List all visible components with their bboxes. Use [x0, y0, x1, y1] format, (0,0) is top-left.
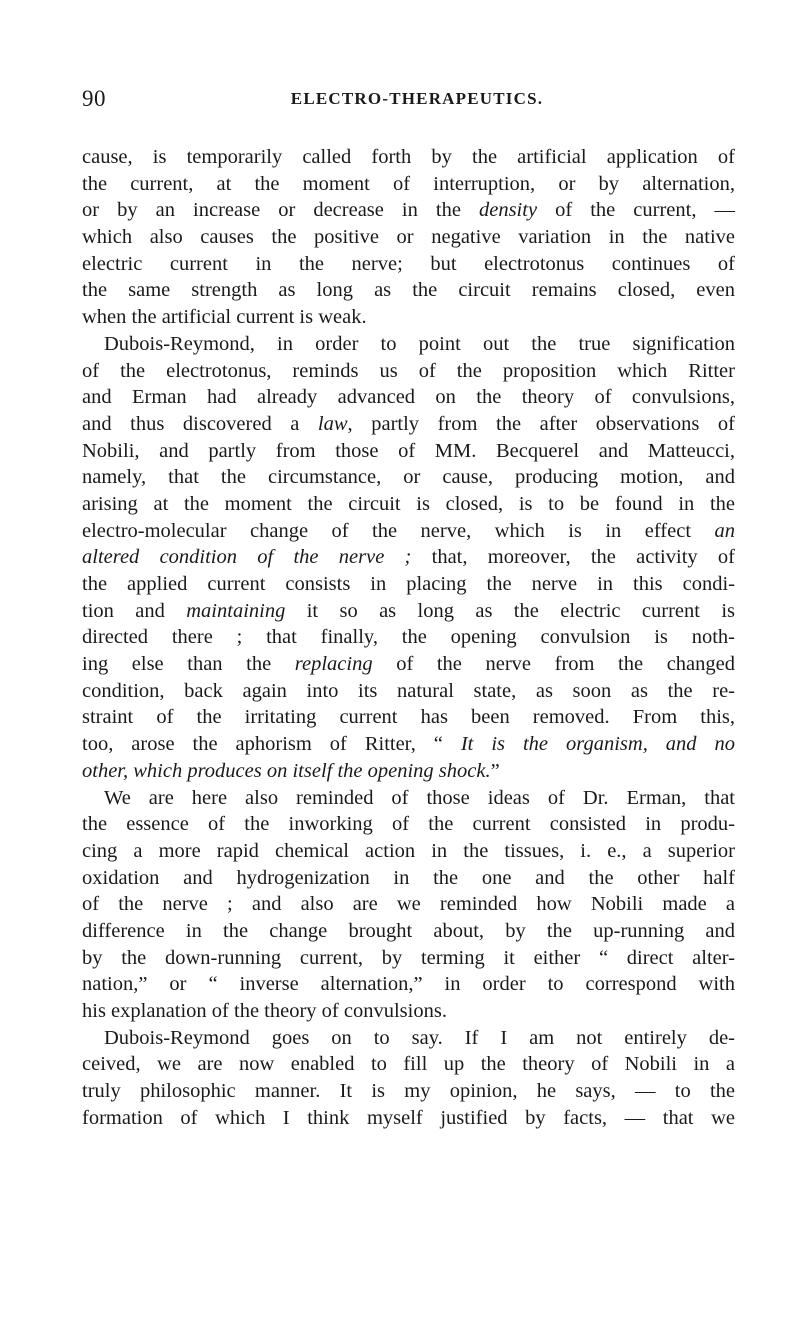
text-segment: tion and: [82, 599, 187, 622]
text-segment: namely, that the circumstance, or cause, producing motion, and: [82, 466, 735, 489]
italic-text: other, which produces on itself the opening shock.: [82, 759, 491, 782]
text-line: [82, 571, 735, 598]
text-segment: truly philosophic manner. It is my opinion, he says, — to the: [82, 1080, 735, 1103]
text-segment: ceived, we are now enabled to fill up the theory of Nobili in a: [82, 1053, 735, 1076]
italic-text: maintaining: [186, 599, 286, 622]
text-segment: nation,” or “ inverse alternation,” in order to correspond with: [82, 973, 735, 996]
text-segment: We are here also reminded of those ideas of Dr. Erman, that: [104, 786, 735, 809]
italic-text: law: [317, 412, 348, 435]
text-line: [82, 1025, 735, 1052]
text-line: [82, 971, 735, 998]
text-segment: formation of which I think myself justified by facts, — that we: [82, 1106, 735, 1129]
text-line: [82, 598, 735, 625]
body-text: [82, 144, 735, 1131]
page-number: 90: [82, 86, 106, 111]
text-line: [82, 277, 735, 304]
text-line: [82, 918, 735, 945]
text-line: [82, 945, 735, 972]
text-segment: the applied current consists in placing the nerve in this condi-: [82, 573, 735, 595]
text-segment: condition, back again into its natural state, as soon as the re-: [82, 679, 735, 702]
text-line: [82, 331, 735, 358]
text-segment: too, arose the aphorism of Ritter, “: [82, 733, 461, 756]
text-segment: the same strength as long as the circuit remains closed, even: [82, 279, 735, 302]
text-line: [82, 651, 735, 678]
text-segment: when the artificial current is weak.: [82, 306, 367, 329]
text-line: [82, 624, 735, 651]
text-segment: electric current in the nerve; but electrotonus continues of: [82, 252, 735, 275]
text-segment: the essence of the inworking of the current consisted in produ-: [82, 813, 735, 836]
text-segment: or by an increase or decrease in the: [82, 199, 479, 222]
text-segment: Dubois-Reymond, in order to point out the true signification: [104, 332, 735, 355]
text-line: [82, 731, 735, 758]
text-segment: of the nerve ; and also are we reminded how Nobili made a: [82, 893, 735, 916]
text-line: [82, 438, 735, 465]
text-line: [82, 704, 735, 731]
text-line: [82, 838, 735, 865]
text-line: [82, 464, 735, 491]
text-segment: cause, is temporarily called forth by the artificial application of: [82, 146, 735, 168]
text-line: [82, 491, 735, 518]
text-line: [82, 251, 735, 278]
text-line: [82, 144, 735, 171]
text-segment: his explanation of the theory of convulsions.: [82, 1000, 447, 1022]
text-line: [82, 758, 735, 785]
text-segment: of the nerve from the changed: [372, 653, 735, 676]
italic-text: replacing: [294, 653, 373, 676]
text-segment: directed there ; that finally, the opening convulsion is noth-: [82, 626, 735, 649]
text-segment: cing a more rapid chemical action in the tissues, i. e., a superior: [82, 839, 735, 862]
text-segment: and Erman had already advanced on the theory of convulsions,: [82, 386, 735, 409]
text-line: [82, 1078, 735, 1105]
text-line: [82, 544, 735, 571]
text-line: [82, 891, 735, 918]
page-header: [82, 86, 732, 116]
text-segment: that, moreover, the activity of: [411, 546, 735, 569]
text-line: [82, 384, 735, 411]
text-segment: , partly from the after observations of: [347, 412, 735, 435]
text-segment: electro-molecular change of the nerve, which is in effect: [82, 519, 715, 542]
text-line: [82, 998, 735, 1025]
text-segment: the current, at the moment of interruption, or by alternation,: [82, 172, 735, 195]
italic-text: an: [714, 519, 735, 542]
text-segment: ing else than the: [82, 653, 295, 676]
text-segment: Nobili, and partly from those of MM. Becquerel and Matteucci,: [82, 439, 735, 462]
italic-text: altered condition of the nerve ;: [82, 546, 412, 569]
text-line: [82, 358, 735, 385]
text-segment: ”: [490, 759, 500, 782]
italic-text: density: [478, 199, 538, 222]
text-line: [82, 811, 735, 838]
text-segment: Dubois-Reymond goes on to say. If I am not entirely de-: [104, 1026, 735, 1049]
text-segment: it so as long as the electric current is: [285, 599, 735, 622]
text-line: [82, 197, 735, 224]
text-line: [82, 304, 735, 331]
text-line: [82, 224, 735, 251]
text-line: [82, 678, 735, 705]
text-line: [82, 785, 735, 812]
text-segment: arising at the moment the circuit is closed, is to be found in the: [82, 492, 735, 515]
text-segment: by the down-running current, by terming it either “ direct alter-: [82, 946, 735, 969]
text-line: [82, 1105, 735, 1132]
text-line: [82, 171, 735, 198]
text-line: [82, 1051, 735, 1078]
text-segment: of the electrotonus, reminds us of the proposition which Ritter: [82, 359, 735, 382]
text-line: [82, 518, 735, 545]
text-line: [82, 865, 735, 892]
italic-text: It is the organism, and no: [460, 733, 736, 756]
text-line: [82, 411, 735, 438]
text-segment: of the current, —: [537, 199, 736, 222]
running-head: ELECTRO-THERAPEUTICS.: [290, 89, 544, 108]
text-segment: and thus discovered a: [82, 412, 318, 435]
text-segment: straint of the irritating current has been removed. From this,: [82, 706, 735, 729]
text-segment: difference in the change brought about, by the up-running and: [82, 919, 735, 942]
text-segment: oxidation and hydrogenization in the one and the other half: [82, 866, 735, 889]
text-segment: which also causes the positive or negative variation in the native: [82, 226, 735, 249]
